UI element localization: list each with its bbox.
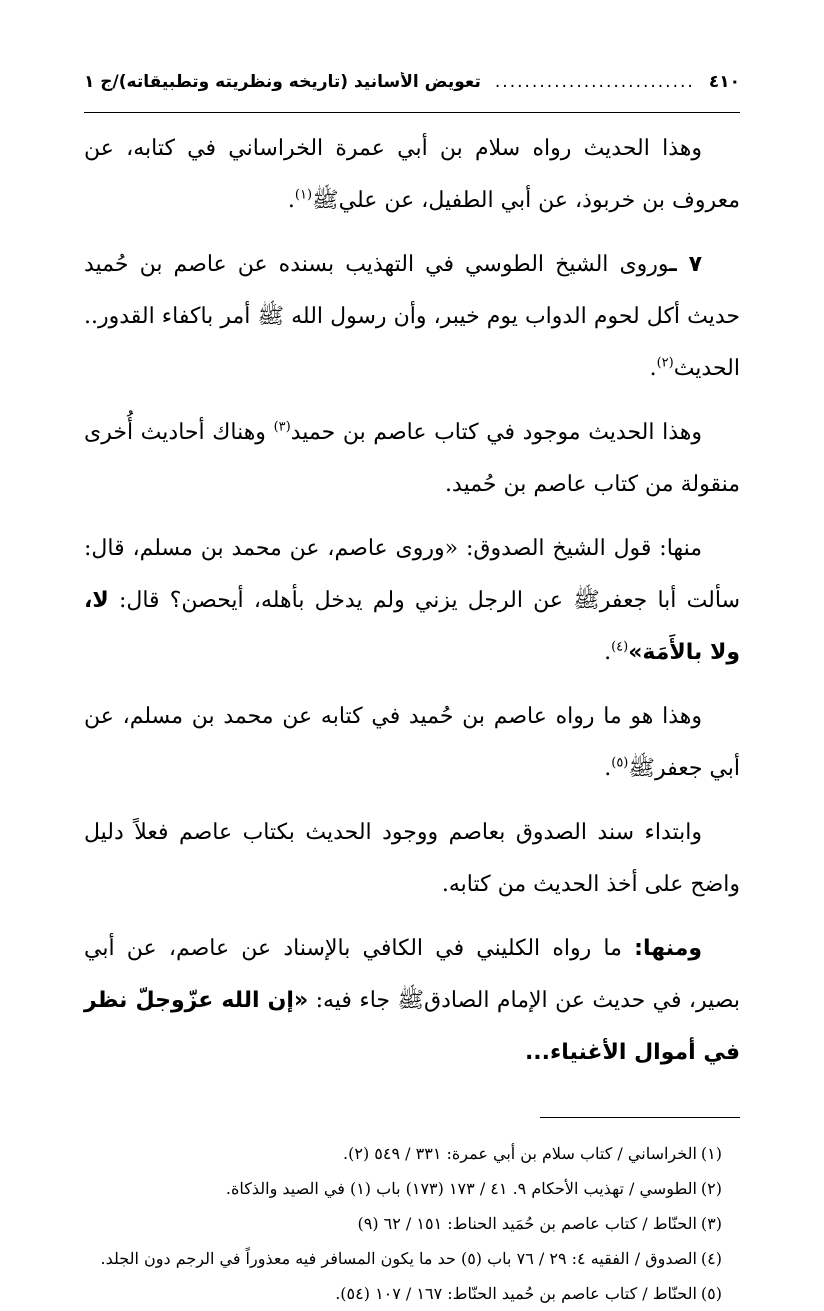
footnote-number: (٥) xyxy=(700,1284,722,1303)
footnote-text: الحنّاط / كتاب عاصم بن حُميد الحنّاط: ١٦٧ / ١٠٧ (٥٤). xyxy=(335,1284,697,1303)
footnote-ref-4[interactable]: (٤) xyxy=(611,639,629,655)
honorific-glyph: ﷺ xyxy=(257,304,285,329)
honorific-glyph: ﷺ xyxy=(573,588,600,613)
paragraph-1: وهذا الحديث رواه سلام بن أبي عمرة الخراساني في كتابه، عن معروف بن خربوذ، عن أبي الطفيل، عن عليﷺ$^{(١)}$. xyxy=(84,136,740,213)
footnote-number: (٣) xyxy=(700,1214,722,1233)
book-page xyxy=(84,72,740,1311)
footnote-divider xyxy=(540,1117,740,1118)
paragraph-6: وابتداء سند الصدوق بعاصم ووجود الحديث بكتاب عاصم فعلاً دليل واضح على أخذ الحديث من كتابه. xyxy=(84,820,740,897)
quote-bold: لا، ولا بالأَمَة» xyxy=(84,588,740,665)
footnote-number: (٢) xyxy=(700,1179,722,1198)
header-leader-dots: ........................... xyxy=(494,72,695,92)
item-number: ٧ ـ xyxy=(669,252,702,277)
footnote-text: الحنّاط / كتاب عاصم بن حُمَيد الحناط: ١٥١ / ٦٢ (٩) xyxy=(357,1214,697,1233)
footnote-4 xyxy=(84,1241,740,1276)
paragraph-4: منها: قول الشيخ الصدوق: «وروى عاصم، عن محمد بن مسلم، قال: سألت أبا جعفرﷺ عن الرجل يزني ولم يدخل بأهله، أيحصن؟ قال: لا، ولا بالأَمَة»$^{(٤)}$. xyxy=(84,536,741,665)
honorific-glyph: ﷺ xyxy=(397,988,425,1013)
running-header xyxy=(84,72,740,113)
footnote-text: الطوسي / تهذيب الأحكام ٩. ٤١ / ١٧٣ (١٧٣) باب (١) في الصيد والذكاة. xyxy=(225,1179,697,1198)
footnote-1 xyxy=(84,1136,740,1171)
honorific-glyph: ﷺ xyxy=(628,756,655,781)
footnote-ref-3[interactable]: (٣) xyxy=(273,419,291,435)
paragraph-3: وهذا الحديث موجود في كتاب عاصم بن حميد$^{(٣)}$ وهناك أحاديث أُخرى منقولة من كتاب عاصم بن حُميد. xyxy=(84,419,740,497)
page-number: ٤١٠ xyxy=(708,72,740,92)
paragraph-7: ومنها: ما رواه الكليني في الكافي بالإسناد عن عاصم، عن أبي بصير، في حديث عن الإمام الصادقﷺ جاء فيه: «إن الله عزّوجلّ نظر في أموال الأغنياء... xyxy=(84,936,740,1065)
footnote-number: (٤) xyxy=(700,1249,722,1268)
footnote-ref-2[interactable]: (٢) xyxy=(656,355,674,371)
honorific-glyph: ﷺ xyxy=(312,188,339,213)
footnotes xyxy=(84,1136,740,1311)
footnote-ref-1[interactable]: (١) xyxy=(294,187,313,203)
footnote-ref-5[interactable]: (٥) xyxy=(611,755,629,771)
paragraph-2: ٧ ـوروى الشيخ الطوسي في التهذيب بسنده عن عاصم بن حُميد حديث أكل لحوم الدواب يوم خيبر، وأن رسول الله ﷺ أمر باكفاء القدور.. الحديث$^{(٢)}$. xyxy=(84,252,740,381)
body-text xyxy=(84,123,740,1079)
paragraph-5: وهذا هو ما رواه عاصم بن حُميد في كتابه عن محمد بن مسلم، عن أبي جعفرﷺ$^{(٥)}$. xyxy=(84,704,740,781)
footnote-5 xyxy=(84,1276,740,1311)
footnote-text: الخراساني / كتاب سلام بن أبي عمرة: ٣٣١ / ٥٤٩ (٢). xyxy=(343,1144,697,1163)
footnote-text: الصدوق / الفقيه ٤: ٢٩ / ٧٦ باب (٥) حد ما يكون المسافر فيه معذوراً في الرجم دون الجلد. xyxy=(100,1249,697,1268)
footnote-2 xyxy=(84,1171,740,1206)
footnote-3 xyxy=(84,1206,740,1241)
footnote-number: (١) xyxy=(700,1144,722,1163)
quote-bold: «إن الله عزّوجلّ نظر في أموال الأغنياء... xyxy=(84,988,740,1065)
book-title: تعويض الأسانيد (تاريخه ونظريته وتطبيقاته)/ج ١ xyxy=(84,72,481,92)
lead-word: ومنها: xyxy=(634,936,702,961)
